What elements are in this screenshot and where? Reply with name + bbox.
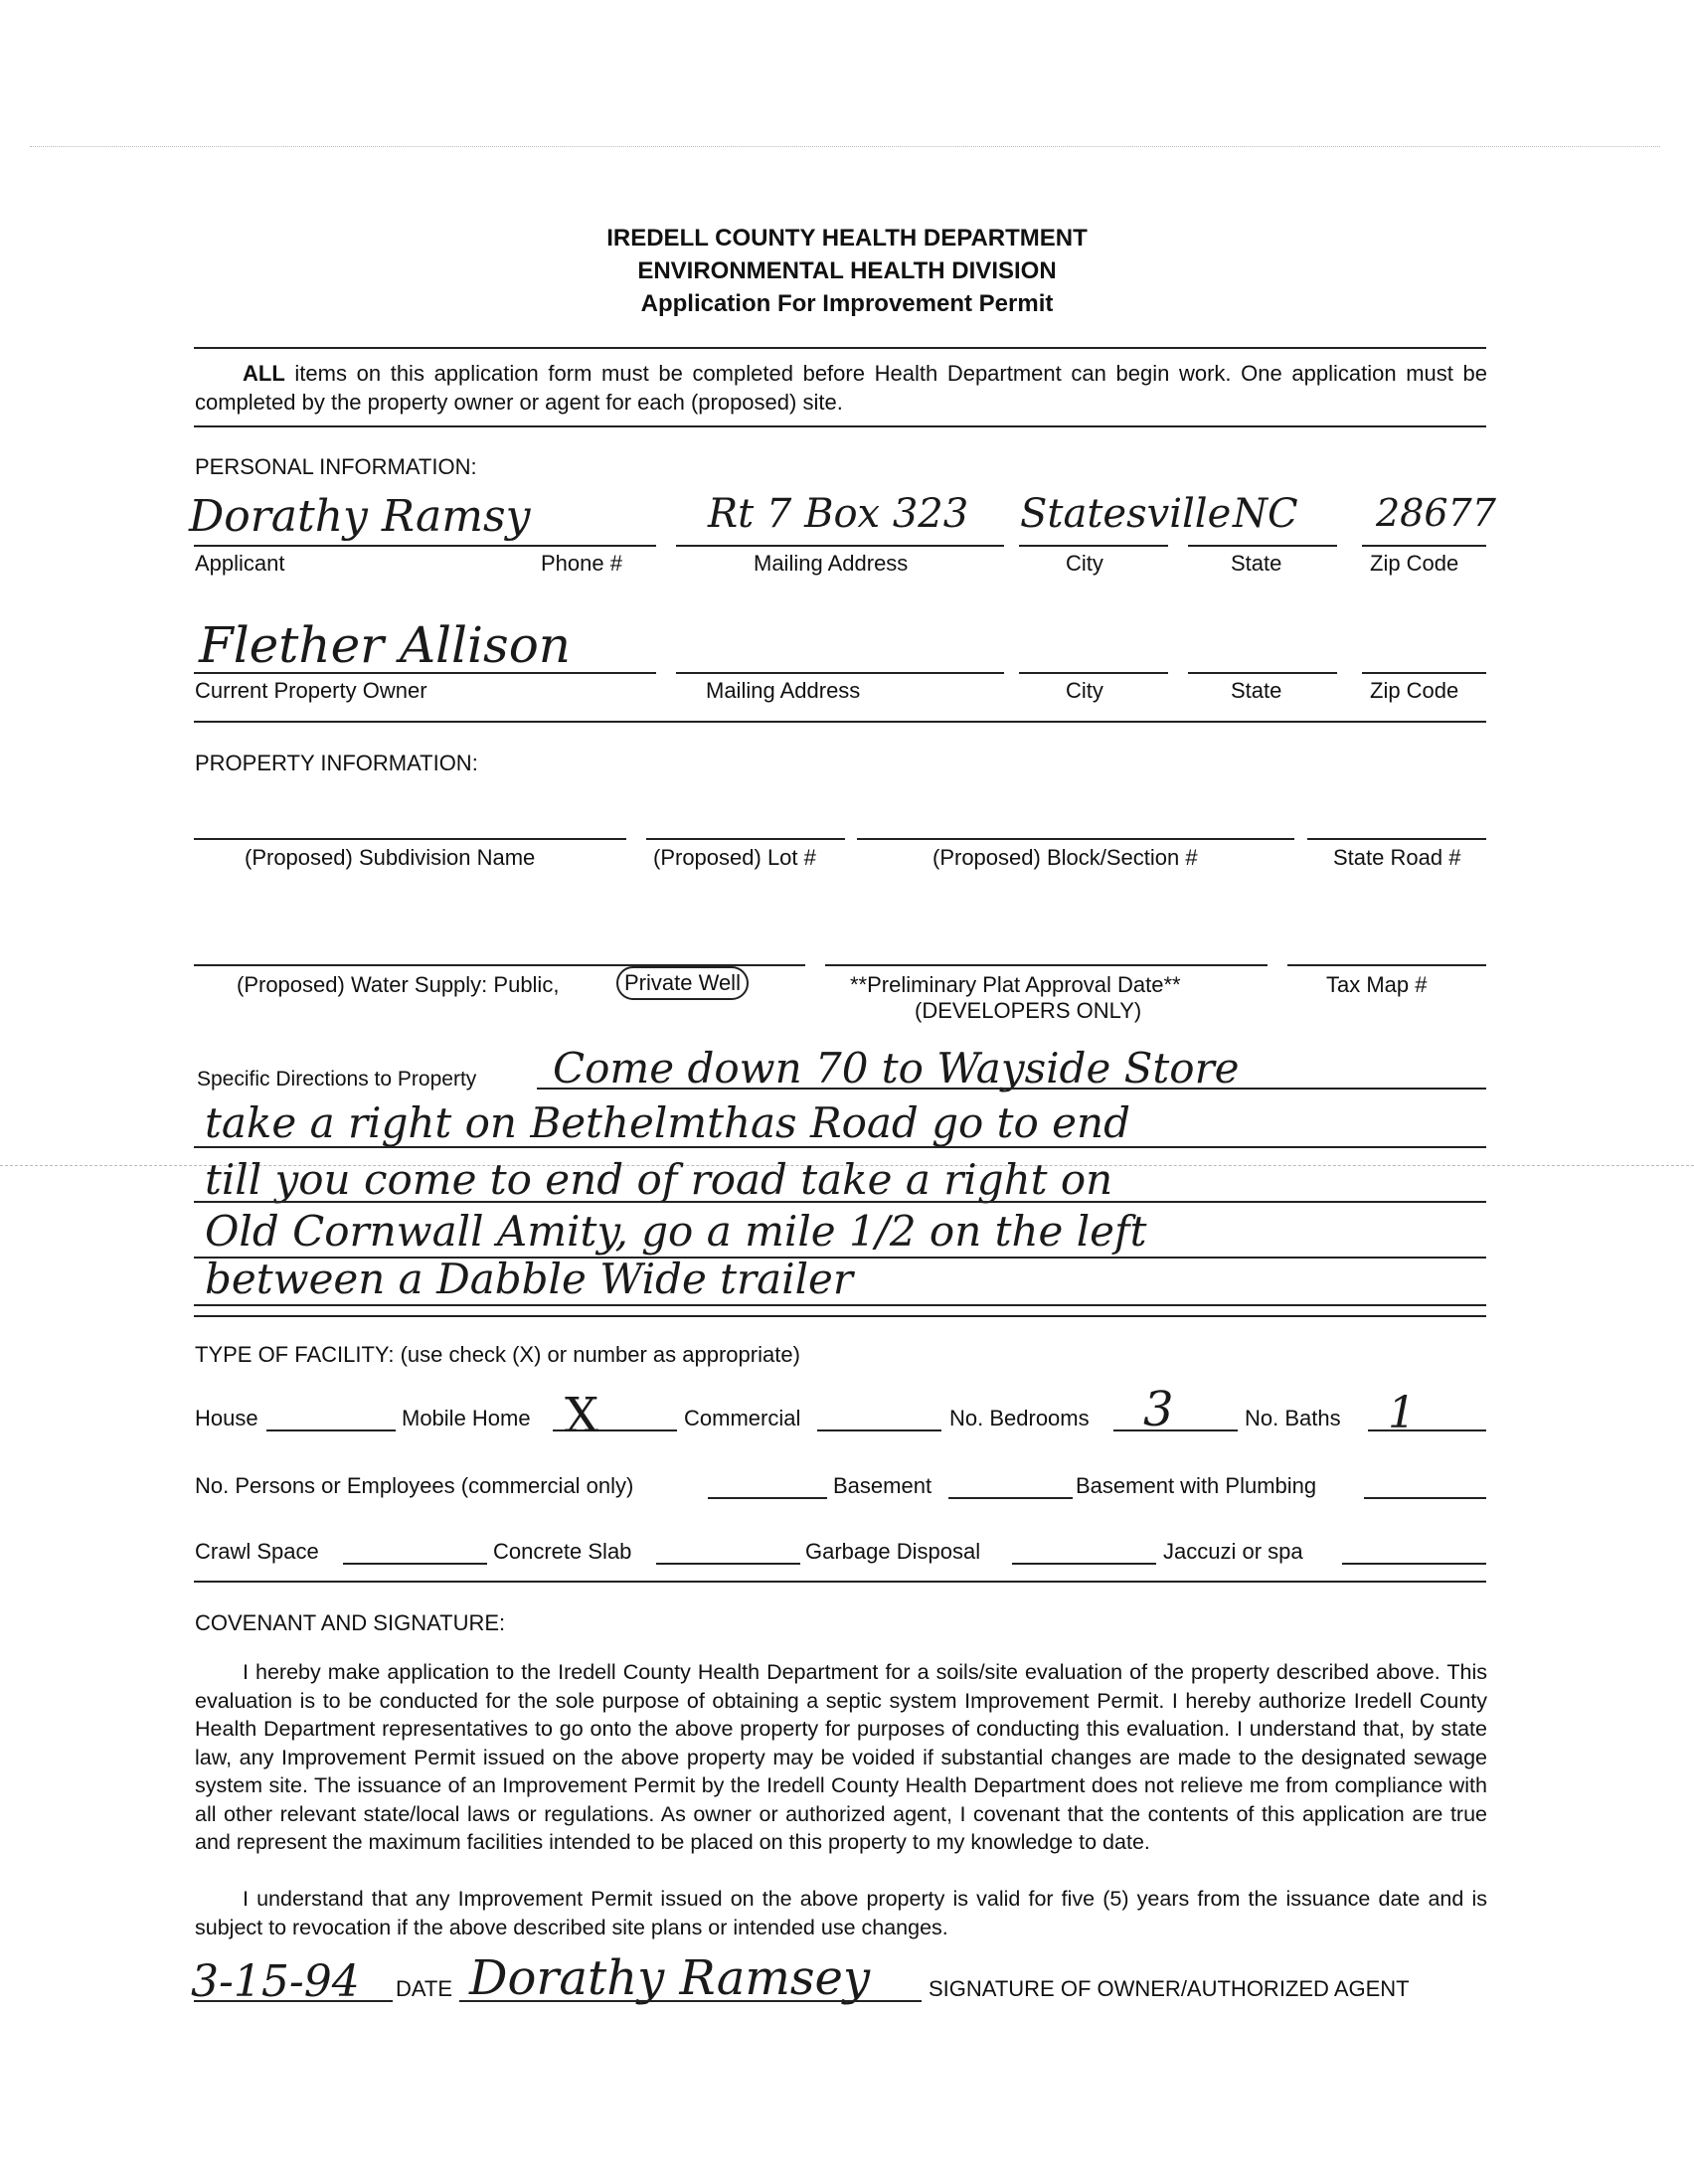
- garbage-disposal-label: Garbage Disposal: [805, 1539, 981, 1564]
- state-label: State: [1231, 551, 1282, 576]
- applicant-label: Applicant: [195, 551, 285, 576]
- owner-state-line: [1188, 672, 1337, 674]
- scan-artifact-line: [30, 146, 1660, 147]
- garbage-disposal-line: [1012, 1563, 1156, 1565]
- water-supply-label: (Proposed) Water Supply: Public,: [237, 972, 560, 997]
- mailing-label: Mailing Address: [754, 551, 909, 576]
- plat-approval-label: **Preliminary Plat Approval Date**: [850, 972, 1181, 997]
- date-label: DATE: [396, 1976, 453, 2001]
- subdivision-line: [194, 838, 626, 840]
- date-line: [194, 2000, 393, 2002]
- zip-label: Zip Code: [1370, 551, 1459, 576]
- road-label: State Road #: [1333, 845, 1461, 870]
- owner-city-label: City: [1066, 678, 1103, 703]
- property-heading: PROPERTY INFORMATION:: [195, 751, 478, 775]
- persons-label: No. Persons or Employees (commercial only): [195, 1473, 634, 1498]
- division-title: ENVIRONMENTAL HEALTH DIVISION: [637, 257, 1057, 284]
- basement-label: Basement: [833, 1473, 932, 1498]
- personal-heading: PERSONAL INFORMATION:: [195, 454, 477, 479]
- directions-rule-5: [194, 1304, 1486, 1306]
- owner-line: [194, 672, 656, 674]
- concrete-slab-line: [656, 1563, 800, 1565]
- road-line: [1307, 838, 1486, 840]
- divider: [194, 1315, 1486, 1317]
- lot-line: [646, 838, 845, 840]
- city-label: City: [1066, 551, 1103, 576]
- bedrooms-line: [1113, 1429, 1238, 1431]
- plat-approval-sublabel: (DEVELOPERS ONLY): [915, 998, 1142, 1023]
- basement-plumbing-label: Basement with Plumbing: [1076, 1473, 1317, 1498]
- taxmap-label: Tax Map #: [1326, 972, 1428, 997]
- mailing-address-value[interactable]: Rt 7 Box 323: [708, 491, 969, 537]
- covenant-paragraph-1: I hereby make application to the Iredell County Health Department for a soils/site evaluation of the property described above. This evaluation is to be conducted for the sole purpose of obtaining a septic system Improvement Permit. I hereby authorize Iredell County Health Department representatives to go onto the above property for purposes of conducting this evaluation. I understand that, by state law, any Improvement Permit issued on the above property may be voided if substantial changes are made to the designated sewage system site. The issuance of an Improvement Permit by the Iredell County Health Department does not relieve me from compliance with all other relevant state/local laws or regulations. As owner or authorized agent, I covenant that the contents of this application are true and represent the maximum facilities intended to be placed on this property to my knowledge to date.: [195, 1660, 1487, 1854]
- divider: [194, 425, 1486, 427]
- signature-label: SIGNATURE OF OWNER/AUTHORIZED AGENT: [929, 1976, 1410, 2001]
- bedrooms-label: No. Bedrooms: [949, 1406, 1090, 1430]
- department-title: IREDELL COUNTY HEALTH DEPARTMENT: [606, 225, 1088, 252]
- owner-zip-line: [1362, 672, 1486, 674]
- water-supply-selected[interactable]: Private Well: [616, 966, 749, 1000]
- mailing-line: [676, 545, 1004, 547]
- divider: [194, 1581, 1486, 1583]
- crawl-space-label: Crawl Space: [195, 1539, 319, 1564]
- mobile-home-label: Mobile Home: [402, 1406, 531, 1430]
- directions-line-4[interactable]: Old Cornwall Amity, go a mile 1/2 on the left: [205, 1207, 1147, 1256]
- basement-line: [948, 1497, 1073, 1499]
- applicant-value[interactable]: Dorathy Ramsy: [189, 491, 531, 542]
- plat-line: [825, 964, 1268, 966]
- commercial-label: Commercial: [684, 1406, 801, 1430]
- intro-bold: ALL: [243, 361, 285, 386]
- owner-mailing-line: [676, 672, 1004, 674]
- bedrooms-value[interactable]: 3: [1143, 1382, 1174, 1437]
- city-value[interactable]: Statesville: [1020, 491, 1232, 537]
- jacuzzi-line: [1342, 1563, 1486, 1565]
- baths-label: No. Baths: [1245, 1406, 1341, 1430]
- directions-line-5[interactable]: between a Dabble Wide trailer: [205, 1255, 853, 1303]
- divider: [194, 721, 1486, 723]
- directions-rule-1: [537, 1088, 1486, 1090]
- crawl-space-line: [343, 1563, 487, 1565]
- divider: [194, 347, 1486, 349]
- intro-rest: items on this application form must be completed before Health Department can begin work. One application must be completed by the property owner or agent for each (proposed) site.: [195, 361, 1487, 415]
- directions-label: Specific Directions to Property: [197, 1068, 477, 1091]
- facility-heading: TYPE OF FACILITY: (use check (X) or number as appropriate): [195, 1342, 800, 1367]
- commercial-line: [817, 1429, 941, 1431]
- owner-state-label: State: [1231, 678, 1282, 703]
- persons-line: [708, 1497, 827, 1499]
- house-line: [266, 1429, 396, 1431]
- zip-line: [1362, 545, 1486, 547]
- baths-value[interactable]: 1: [1388, 1388, 1416, 1438]
- state-value[interactable]: NC: [1233, 491, 1298, 537]
- covenant-paragraph-2: I understand that any Improvement Permit issued on the above property is valid for five (5) years from the issuance date and is subject to revocation if the above described site plans or intended use changes.: [195, 1887, 1487, 1939]
- owner-label: Current Property Owner: [195, 678, 427, 703]
- subdivision-label: (Proposed) Subdivision Name: [245, 845, 536, 870]
- mobile-home-check[interactable]: X: [565, 1388, 599, 1443]
- directions-rule-3: [194, 1201, 1486, 1203]
- zip-value[interactable]: 28677: [1376, 491, 1496, 535]
- directions-rule-2: [194, 1146, 1486, 1148]
- city-line: [1019, 545, 1168, 547]
- owner-zip-label: Zip Code: [1370, 678, 1459, 703]
- block-label: (Proposed) Block/Section #: [932, 845, 1198, 870]
- jacuzzi-label: Jaccuzi or spa: [1163, 1539, 1303, 1564]
- owner-mailing-label: Mailing Address: [706, 678, 861, 703]
- directions-line-3[interactable]: till you come to end of road take a right on: [205, 1155, 1113, 1204]
- intro-text: [195, 360, 1487, 417]
- basement-plumbing-line: [1364, 1497, 1486, 1499]
- baths-line: [1368, 1429, 1486, 1431]
- applicant-line: [194, 545, 656, 547]
- phone-label: Phone #: [541, 551, 622, 576]
- taxmap-line: [1287, 964, 1486, 966]
- form-title: Application For Improvement Permit: [640, 290, 1054, 317]
- lot-label: (Proposed) Lot #: [653, 845, 816, 870]
- date-value[interactable]: 3-15-94: [191, 1956, 360, 2007]
- signature-value[interactable]: Dorathy Ramsey: [469, 1950, 871, 2006]
- covenant-heading: COVENANT AND SIGNATURE:: [195, 1610, 506, 1635]
- house-label: House: [195, 1406, 258, 1430]
- directions-line-1[interactable]: Come down 70 to Wayside Store: [553, 1044, 1240, 1092]
- state-line: [1188, 545, 1337, 547]
- owner-value[interactable]: Flether Allison: [199, 616, 571, 674]
- directions-line-2[interactable]: take a right on Bethelmthas Road go to end: [205, 1098, 1130, 1147]
- block-line: [857, 838, 1294, 840]
- owner-city-line: [1019, 672, 1168, 674]
- concrete-slab-label: Concrete Slab: [493, 1539, 632, 1564]
- signature-line: [459, 2000, 922, 2002]
